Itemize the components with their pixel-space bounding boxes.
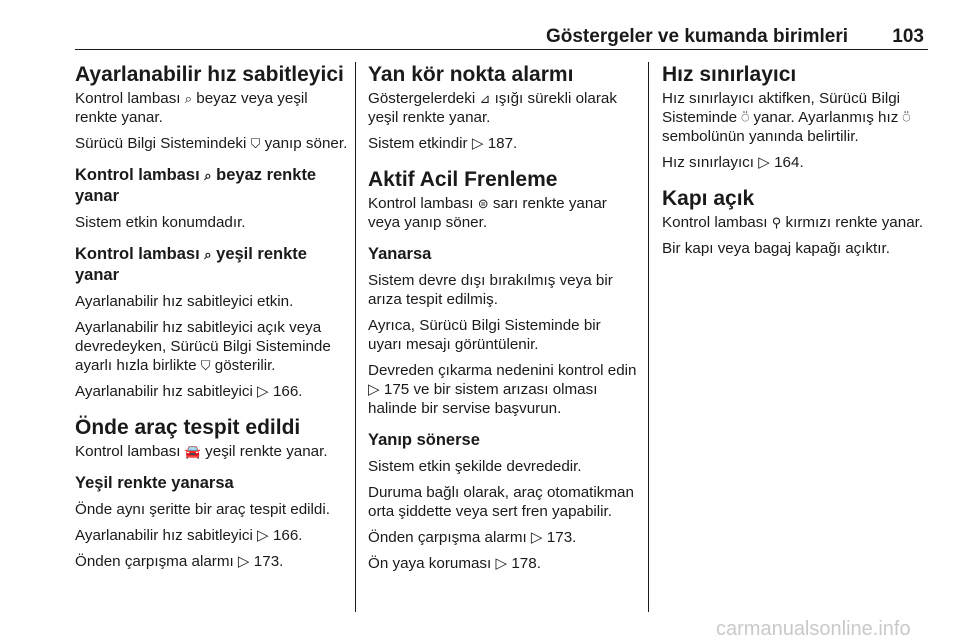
paragraph: Hız sınırlayıcı aktifken, Sürücü Bilgi Sisteminde ⍥ yanar. Ayarlanmış hız ⍥ sembolünün yanında belirtilir. xyxy=(662,90,911,145)
paragraph: Duruma bağlı olarak, araç otomatikman orta şiddette veya sert fren yapabilir. xyxy=(368,484,634,520)
paragraph: Ön yaya koruması ▷ 178. xyxy=(368,555,541,572)
column-right xyxy=(662,62,932,265)
subsection-title: Kontrol lambası ⌕ yeşil renkte yanar xyxy=(75,245,307,284)
paragraph: Sistem devre dışı bırakılmış veya bir arıza tespit edilmiş. xyxy=(368,272,613,308)
emergency-braking-icon: ⊜ xyxy=(477,196,489,211)
paragraph: Önde aynı şeritte bir araç tespit edildi. xyxy=(75,501,330,518)
paragraph: Ayarlanabilir hız sabitleyici ▷ 166. xyxy=(75,383,303,400)
column-divider xyxy=(648,62,649,612)
paragraph: Kontrol lambası 🚘 yeşil renkte yanar. xyxy=(75,443,328,460)
speed-limiter-icon: ⍥ xyxy=(741,110,750,125)
paragraph: Sistem etkin şekilde devrededir. xyxy=(368,458,582,475)
section-title: Yan kör nokta alarmı xyxy=(368,63,574,86)
header-title: Göstergeler ve kumanda birimleri xyxy=(545,26,848,47)
paragraph: Ayrıca, Sürücü Bilgi Sisteminde bir uyarı mesajı görüntülenir. xyxy=(368,317,601,353)
cruise-control-icon: ⌕ xyxy=(204,168,212,183)
column-left xyxy=(75,62,350,578)
paragraph: Ayarlanabilir hız sabitleyici açık veya devredeyken, Sürücü Bilgi Sisteminde ayarlı hızla birlikte ⛉ gösterilir. xyxy=(75,319,331,374)
speed-limiter-icon: ⍥ xyxy=(902,110,911,125)
section-title: Önde araç tespit edildi xyxy=(75,416,301,439)
paragraph: Kontrol lambası ⚲ kırmızı renkte yanar. xyxy=(662,214,924,231)
section-title: Aktif Acil Frenleme xyxy=(368,168,558,191)
paragraph: Bir kapı veya bagaj kapağı açıktır. xyxy=(662,240,890,257)
paragraph: Önden çarpışma alarmı ▷ 173. xyxy=(368,529,577,546)
cruise-control-icon: ⌕ xyxy=(184,91,193,106)
vehicle-ahead-icon: 🚘 xyxy=(184,444,201,459)
subsection-title: Yeşil renkte yanarsa xyxy=(75,474,234,492)
paragraph: Devreden çıkarma nedenini kontrol edin ▷ 175 ve bir sistem arızası olması halinde bir servise başvurun. xyxy=(368,362,637,417)
section-title: Kapı açık xyxy=(662,187,755,210)
header-rule xyxy=(75,49,928,50)
paragraph: Hız sınırlayıcı ▷ 164. xyxy=(662,154,804,171)
paragraph: Kontrol lambası ⌕ beyaz veya yeşil renkte yanar. xyxy=(75,90,308,126)
paragraph: Ayarlanabilir hız sabitleyici ▷ 166. xyxy=(75,527,303,544)
paragraph: Sistem etkindir ▷ 187. xyxy=(368,135,518,152)
cruise-display-icon: ⛉ xyxy=(200,358,211,373)
paragraph: Ayarlanabilir hız sabitleyici etkin. xyxy=(75,293,294,310)
subsection-title: Kontrol lambası ⌕ beyaz renkte yanar xyxy=(75,166,317,205)
paragraph: Sürücü Bilgi Sistemindeki ⛉ yanıp söner. xyxy=(75,135,348,152)
cruise-display-icon: ⛉ xyxy=(250,136,261,151)
paragraph: Kontrol lambası ⊜ sarı renkte yanar veya yanıp söner. xyxy=(368,195,607,231)
column-divider xyxy=(355,62,356,612)
page-header xyxy=(75,26,928,48)
page-number: 103 xyxy=(892,26,924,47)
section-title: Hız sınırlayıcı xyxy=(662,63,797,86)
column-middle xyxy=(368,62,638,580)
subsection-title: Yanıp sönerse xyxy=(368,431,480,449)
cruise-control-icon: ⌕ xyxy=(204,247,212,262)
watermark: carmanualsonline.info xyxy=(716,618,911,640)
paragraph: Sistem etkin konumdadır. xyxy=(75,214,246,231)
door-open-icon: ⚲ xyxy=(771,215,782,230)
section-title: Ayarlanabilir hız sabitleyici xyxy=(75,63,344,86)
blind-spot-icon: ⊿ xyxy=(479,91,491,106)
subsection-title: Yanarsa xyxy=(368,245,432,263)
paragraph: Önden çarpışma alarmı ▷ 173. xyxy=(75,553,284,570)
paragraph: Göstergelerdeki ⊿ ışığı sürekli olarak yeşil renkte yanar. xyxy=(368,90,617,126)
